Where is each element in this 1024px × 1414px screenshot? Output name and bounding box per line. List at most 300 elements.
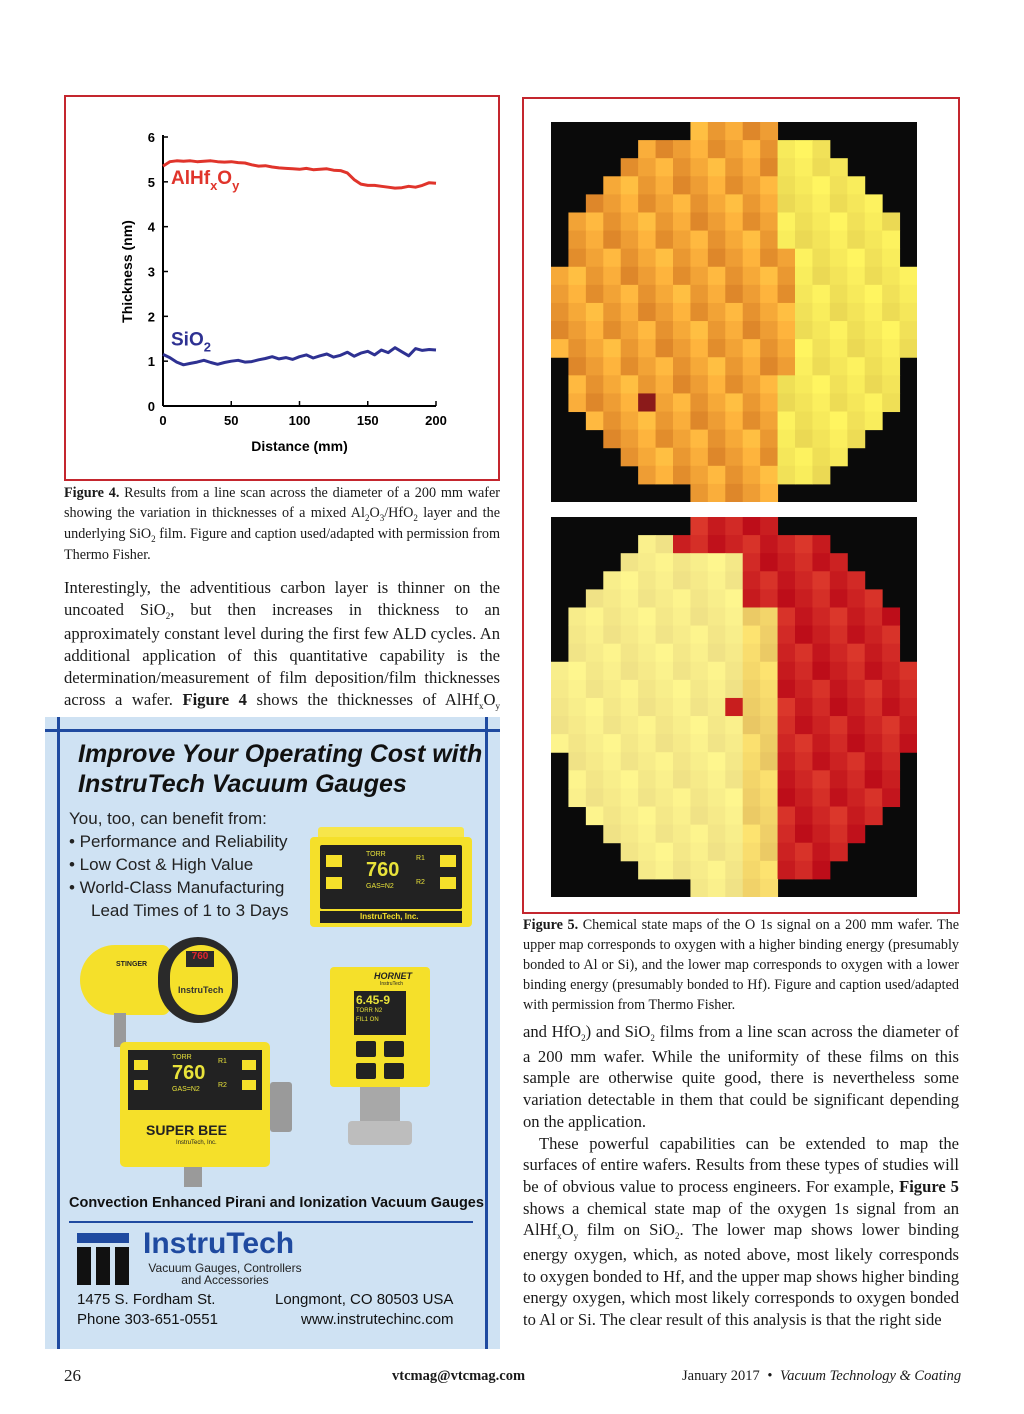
upper-map-pixel <box>690 267 708 286</box>
lower-map-pixel <box>830 734 848 753</box>
lower-map-pixel <box>865 644 883 663</box>
lower-map-pixel <box>725 734 743 753</box>
upper-map-pixel <box>656 212 674 231</box>
lower-map-pixel <box>603 770 621 789</box>
hornet-line-2: TORR N2 <box>356 1008 383 1014</box>
lower-map-pixel <box>795 626 813 645</box>
upper-map-pixel <box>673 321 691 340</box>
ad-headline-line-1: Improve Your Operating Cost with <box>78 740 483 768</box>
lower-map-pixel <box>743 517 761 536</box>
upper-map-pixel <box>778 448 796 467</box>
upper-map-pixel <box>690 484 708 502</box>
upper-map-pixel <box>586 375 604 394</box>
lower-map-pixel <box>690 734 708 753</box>
footer-publication: Vacuum Technology & Coating <box>780 1368 962 1384</box>
upper-map-pixel <box>812 375 830 394</box>
upper-map-pixel <box>725 176 743 195</box>
upper-map-pixel <box>795 412 813 431</box>
lower-map-pixel <box>690 626 708 645</box>
lower-map-pixel <box>830 662 848 681</box>
lower-map-pixel <box>708 752 726 771</box>
lower-map-pixel <box>603 644 621 663</box>
upper-map-pixel <box>743 231 761 250</box>
upper-map-pixel <box>778 412 796 431</box>
upper-map-pixel <box>760 357 778 376</box>
subscript: 2 <box>650 1033 655 1043</box>
upper-map-pixel <box>847 212 865 231</box>
lower-map-pixel <box>551 662 569 681</box>
lower-map-pixel <box>795 553 813 572</box>
upper-map-pixel <box>725 412 743 431</box>
ad-bullet: • Low Cost & High Value <box>69 855 254 874</box>
super-bee-gauge-image <box>120 1042 300 1187</box>
lower-map-pixel <box>568 770 586 789</box>
lower-map-pixel <box>673 843 691 862</box>
lower-map-pixel <box>551 716 569 735</box>
lower-map-pixel <box>586 788 604 807</box>
upper-map-pixel <box>586 285 604 304</box>
lower-map-pixel <box>656 770 674 789</box>
lower-map-pixel <box>847 698 865 717</box>
lower-map-pixel <box>812 680 830 699</box>
controller-button-right <box>440 855 456 867</box>
upper-map-pixel <box>900 339 917 358</box>
lower-map-pixel <box>656 535 674 554</box>
super-bee-body <box>120 1042 270 1167</box>
stinger-face <box>170 945 232 1015</box>
lower-map-pixel <box>725 553 743 572</box>
upper-map-pixel <box>760 267 778 286</box>
lower-map-pixel <box>743 788 761 807</box>
lower-map-pixel <box>812 807 830 826</box>
lower-map-pixel <box>621 752 639 771</box>
lower-map-pixel <box>656 752 674 771</box>
controller-face <box>310 837 472 927</box>
upper-map-pixel <box>795 249 813 268</box>
lower-map-pixel <box>603 607 621 626</box>
upper-map-pixel <box>725 430 743 449</box>
lower-map-pixel <box>900 716 917 735</box>
lower-map-pixel <box>725 698 743 717</box>
upper-map-pixel <box>882 321 900 340</box>
ad-tagline: Convection Enhanced Pirani and Ionization Vacuum Gauges <box>69 1195 484 1211</box>
lower-map-pixel <box>778 861 796 880</box>
upper-map-pixel <box>586 393 604 412</box>
super-bee-screen <box>128 1050 262 1110</box>
upper-map-pixel <box>621 158 639 177</box>
lower-map-pixel <box>743 879 761 897</box>
upper-map-pixel <box>847 339 865 358</box>
company-city: Longmont, CO 80503 USA <box>275 1291 454 1308</box>
lower-map-pixel <box>656 825 674 844</box>
lower-map-pixel <box>778 626 796 645</box>
lower-map-pixel <box>673 788 691 807</box>
upper-map-pixel <box>621 339 639 358</box>
upper-map-pixel <box>708 448 726 467</box>
upper-map-pixel <box>656 448 674 467</box>
upper-map-pixel <box>638 194 656 213</box>
lower-map-pixel <box>778 752 796 771</box>
upper-map-pixel <box>725 122 743 141</box>
body-text: Interestingly, the adventitious carbon layer is thinner on the uncoated SiO <box>64 578 500 619</box>
upper-map-pixel <box>743 357 761 376</box>
upper-map-pixel <box>778 267 796 286</box>
hornet-flange <box>348 1121 412 1145</box>
lower-map-pixel <box>760 680 778 699</box>
lower-map-pixel <box>760 517 778 536</box>
lower-map-pixel <box>568 662 586 681</box>
lower-map-pixel <box>586 662 604 681</box>
upper-map-pixel <box>795 194 813 213</box>
upper-map-pixel <box>812 231 830 250</box>
lower-map-pixel <box>725 825 743 844</box>
upper-map-pixel <box>812 212 830 231</box>
stinger-label: STINGER <box>116 961 148 968</box>
upper-map-pixel <box>882 375 900 394</box>
upper-map-pixel <box>603 212 621 231</box>
right-column-text <box>523 1021 959 1331</box>
upper-map-pixel <box>830 285 848 304</box>
upper-map-pixel <box>795 158 813 177</box>
footer-date: January 2017 <box>682 1368 760 1384</box>
body-text: films from a line scan across the diameter of a 200 mm wafer. While the uniformity of these films on this sample are otherwise quite good, there is nevertheless some variation detectable in them that could be significant depending on the application. <box>523 1022 960 1131</box>
figure-4-caption-label: Figure 4. <box>64 485 120 501</box>
upper-map-pixel <box>673 158 691 177</box>
lower-map-pixel <box>830 607 848 626</box>
lower-map-pixel <box>900 734 917 753</box>
lower-map-pixel <box>812 626 830 645</box>
hornet-gauge-image <box>330 967 450 1157</box>
lower-map-pixel <box>795 644 813 663</box>
company-website[interactable]: www.instrutechinc.com <box>301 1311 454 1328</box>
upper-map-pixel <box>621 285 639 304</box>
lower-map-pixel <box>656 626 674 645</box>
upper-map-pixel <box>778 176 796 195</box>
lower-map-pixel <box>795 535 813 554</box>
lower-map-pixel <box>673 662 691 681</box>
lower-map-pixel <box>673 553 691 572</box>
lower-map-pixel <box>900 680 917 699</box>
upper-map-pixel <box>586 212 604 231</box>
lower-map-pixel <box>812 607 830 626</box>
upper-map-pixel <box>568 285 586 304</box>
upper-map-pixel <box>568 303 586 322</box>
upper-map-pixel <box>865 303 883 322</box>
lower-map-pixel <box>725 571 743 590</box>
upper-map-pixel <box>656 249 674 268</box>
lower-map-pixel <box>760 861 778 880</box>
upper-map-pixel <box>621 357 639 376</box>
upper-map-pixel <box>882 339 900 358</box>
upper-map-pixel <box>621 176 639 195</box>
company-tagline <box>145 1262 305 1286</box>
hornet-reading: 6.45-9 <box>356 993 391 1007</box>
upper-map-pixel <box>830 448 848 467</box>
lower-map-pixel <box>760 734 778 753</box>
series-label-alhfxoy: $AlHf_xO_y$ <box>171 167 240 193</box>
controller-brand: InstruTech, Inc. <box>360 912 419 921</box>
lower-map-pixel <box>882 734 900 753</box>
logo-bar-top <box>77 1233 129 1243</box>
upper-map-pixel <box>708 393 726 412</box>
upper-map-pixel <box>778 321 796 340</box>
subscript: x <box>479 700 484 711</box>
page-number: 26 <box>64 1366 81 1385</box>
upper-map-pixel <box>725 194 743 213</box>
upper-map-pixel <box>690 140 708 159</box>
lower-map-pixel <box>621 626 639 645</box>
upper-map-pixel <box>551 285 569 304</box>
subscript: 2 <box>165 610 171 621</box>
lower-map-pixel <box>586 716 604 735</box>
upper-map-pixel <box>778 140 796 159</box>
upper-map-pixel <box>708 140 726 159</box>
caption-text: film. Figure and caption used/adapted with permission from Thermo Fisher. <box>64 526 500 563</box>
lower-map-pixel <box>638 571 656 590</box>
hornet-screen <box>354 991 406 1035</box>
lower-map-pixel <box>621 698 639 717</box>
subscript: 2 <box>151 534 156 544</box>
upper-map-pixel <box>795 212 813 231</box>
lower-map-pixel <box>586 770 604 789</box>
lower-map-pixel <box>673 698 691 717</box>
upper-map-pixel <box>760 393 778 412</box>
lower-map-pixel <box>638 734 656 753</box>
lower-map-pixel <box>812 734 830 753</box>
subscript: y <box>573 1231 579 1242</box>
lower-map-pixel <box>638 553 656 572</box>
upper-map-pixel <box>638 158 656 177</box>
upper-map-pixel <box>778 194 796 213</box>
upper-map-pixel <box>656 375 674 394</box>
lower-map-pixel <box>621 825 639 844</box>
ad-headline <box>78 739 482 799</box>
controller-gas: GAS=N2 <box>366 883 394 890</box>
controller-r2: R2 <box>416 879 425 886</box>
upper-map-pixel <box>673 176 691 195</box>
instrutech-advertisement[interactable] <box>45 717 500 1349</box>
hornet-line-3: FIL1 ON <box>356 1017 379 1023</box>
upper-map-pixel <box>725 231 743 250</box>
upper-map-pixel <box>690 430 708 449</box>
upper-map-pixel <box>621 267 639 286</box>
upper-map-pixel <box>830 375 848 394</box>
lower-map-pixel <box>708 807 726 826</box>
subscript: 2 <box>364 513 370 523</box>
upper-map-pixel <box>795 285 813 304</box>
upper-map-pixel <box>603 430 621 449</box>
lower-map-pixel <box>603 807 621 826</box>
lower-map-pixel <box>586 680 604 699</box>
upper-map-pixel <box>847 249 865 268</box>
lower-map-pixel <box>638 698 656 717</box>
upper-map-pixel <box>778 303 796 322</box>
upper-map-pixel <box>656 393 674 412</box>
upper-map-pixel <box>760 285 778 304</box>
lower-map-pixel <box>603 788 621 807</box>
upper-map-pixel <box>708 267 726 286</box>
upper-map-pixel <box>743 321 761 340</box>
x-tick-label: 100 <box>288 413 311 428</box>
upper-map-pixel <box>760 249 778 268</box>
lower-map-pixel <box>882 680 900 699</box>
lower-map-pixel <box>830 716 848 735</box>
lower-map-pixel <box>830 825 848 844</box>
upper-map-pixel <box>743 285 761 304</box>
lower-map-pixel <box>638 788 656 807</box>
upper-map-pixel <box>778 231 796 250</box>
lower-map-pixel <box>708 843 726 862</box>
lower-map-pixel <box>830 644 848 663</box>
y-tick-label: 0 <box>147 399 155 414</box>
lower-map-pixel <box>812 553 830 572</box>
upper-map-pixel <box>638 176 656 195</box>
subscript: 2 <box>581 1033 586 1043</box>
lower-map-pixel <box>882 752 900 771</box>
lower-map-pixel <box>743 571 761 590</box>
lower-map-pixel <box>621 644 639 663</box>
hornet-key <box>356 1063 376 1079</box>
lower-map-pixel <box>847 589 865 608</box>
lower-map-pixel <box>778 662 796 681</box>
upper-map-pixel <box>812 393 830 412</box>
lower-map-pixel <box>725 589 743 608</box>
lower-map-pixel <box>638 607 656 626</box>
lower-map-pixel <box>743 752 761 771</box>
lower-map-pixel <box>690 571 708 590</box>
lower-map-pixel <box>638 861 656 880</box>
caption-text: layer and the underlying SiO <box>64 505 500 542</box>
lower-map-pixel <box>743 626 761 645</box>
upper-map-pixel <box>882 285 900 304</box>
hornet-neck <box>360 1087 400 1121</box>
lower-map-pixel <box>795 843 813 862</box>
upper-map-pixel <box>638 285 656 304</box>
upper-map-pixel <box>568 212 586 231</box>
lower-map-pixel <box>812 752 830 771</box>
lower-map-pixel <box>812 589 830 608</box>
lower-map-pixel <box>603 752 621 771</box>
upper-map-pixel <box>725 140 743 159</box>
controller-button-left <box>326 877 342 889</box>
upper-map-pixel <box>865 267 883 286</box>
lower-map-pixel <box>882 644 900 663</box>
upper-map-pixel <box>847 267 865 286</box>
super-bee-button-right <box>242 1080 256 1090</box>
upper-map-pixel <box>830 430 848 449</box>
lower-map-pixel <box>743 553 761 572</box>
lower-map-pixel <box>586 626 604 645</box>
lower-map-pixel <box>638 535 656 554</box>
upper-map-pixel <box>638 231 656 250</box>
lower-map-pixel <box>778 843 796 862</box>
x-axis-label: Distance (mm) <box>251 438 348 454</box>
subscript: 3 <box>379 513 385 523</box>
lower-map-pixel <box>690 825 708 844</box>
upper-map-pixel <box>638 339 656 358</box>
upper-map-pixel <box>900 321 917 340</box>
lower-map-pixel <box>760 553 778 572</box>
lower-map-pixel <box>743 734 761 753</box>
upper-map-pixel <box>795 321 813 340</box>
lower-map-pixel <box>760 644 778 663</box>
lower-map-pixel <box>568 680 586 699</box>
lower-map-pixel <box>568 644 586 663</box>
upper-map-pixel <box>673 448 691 467</box>
upper-map-pixel <box>847 375 865 394</box>
lower-map-pixel <box>621 843 639 862</box>
upper-map-pixel <box>760 430 778 449</box>
lower-map-pixel <box>725 752 743 771</box>
ad-benefits <box>69 807 289 922</box>
upper-map-pixel <box>708 321 726 340</box>
upper-map-pixel <box>865 212 883 231</box>
controller-button-left <box>326 855 342 867</box>
upper-map-pixel <box>743 412 761 431</box>
lower-map-pixel <box>865 607 883 626</box>
lower-map-pixel <box>708 607 726 626</box>
lower-map-pixel <box>656 662 674 681</box>
lower-map-pixel <box>795 716 813 735</box>
upper-map-pixel <box>847 393 865 412</box>
upper-map-pixel <box>638 321 656 340</box>
lower-map-pixel <box>743 644 761 663</box>
lower-map-pixel <box>847 644 865 663</box>
lower-map-pixel <box>778 607 796 626</box>
lower-map-pixel <box>778 770 796 789</box>
upper-map-pixel <box>656 176 674 195</box>
upper-map-pixel <box>830 321 848 340</box>
lower-map-pixel <box>725 788 743 807</box>
upper-map-pixel <box>673 412 691 431</box>
lower-map-pixel <box>725 716 743 735</box>
super-bee-unit: TORR <box>172 1054 192 1061</box>
logo-bar <box>115 1247 129 1285</box>
upper-map-pixel <box>673 194 691 213</box>
upper-map-pixel <box>830 339 848 358</box>
lower-map-pixel <box>586 698 604 717</box>
upper-map-pixel <box>690 194 708 213</box>
upper-map-pixel <box>673 466 691 485</box>
body-text: film on SiO <box>578 1220 675 1240</box>
upper-map-pixel <box>568 249 586 268</box>
footer-email[interactable]: vtcmag@vtcmag.com <box>392 1368 526 1384</box>
upper-map-pixel <box>586 231 604 250</box>
upper-map-pixel <box>795 448 813 467</box>
lower-map-pixel <box>690 589 708 608</box>
caption-text: Results from a line scan across the diameter of a 200 mm wafer showing the variation in thicknesses of a mixed Al <box>64 485 501 521</box>
upper-map-pixel <box>830 176 848 195</box>
upper-map-pixel <box>795 357 813 376</box>
upper-map-pixel <box>621 393 639 412</box>
upper-map-pixel <box>795 267 813 286</box>
upper-map-pixel <box>812 430 830 449</box>
lower-map-pixel <box>673 680 691 699</box>
upper-map-pixel <box>603 267 621 286</box>
lower-map-pixel <box>760 788 778 807</box>
upper-map-pixel <box>743 375 761 394</box>
lower-map-pixel <box>847 752 865 771</box>
controller-reading: 760 <box>366 859 400 881</box>
upper-map-pixel <box>900 267 917 286</box>
upper-map-pixel <box>812 176 830 195</box>
lower-map-pixel <box>830 752 848 771</box>
lower-map-pixel <box>621 788 639 807</box>
body-text: These powerful capabilities can be extended to map the surfaces of entire wafers. Results from these types of studies will be of obvious value to process engineers. For example, <box>523 1133 959 1196</box>
lower-map-pixel <box>638 770 656 789</box>
lower-map-pixel <box>708 644 726 663</box>
lower-map-pixel <box>847 662 865 681</box>
